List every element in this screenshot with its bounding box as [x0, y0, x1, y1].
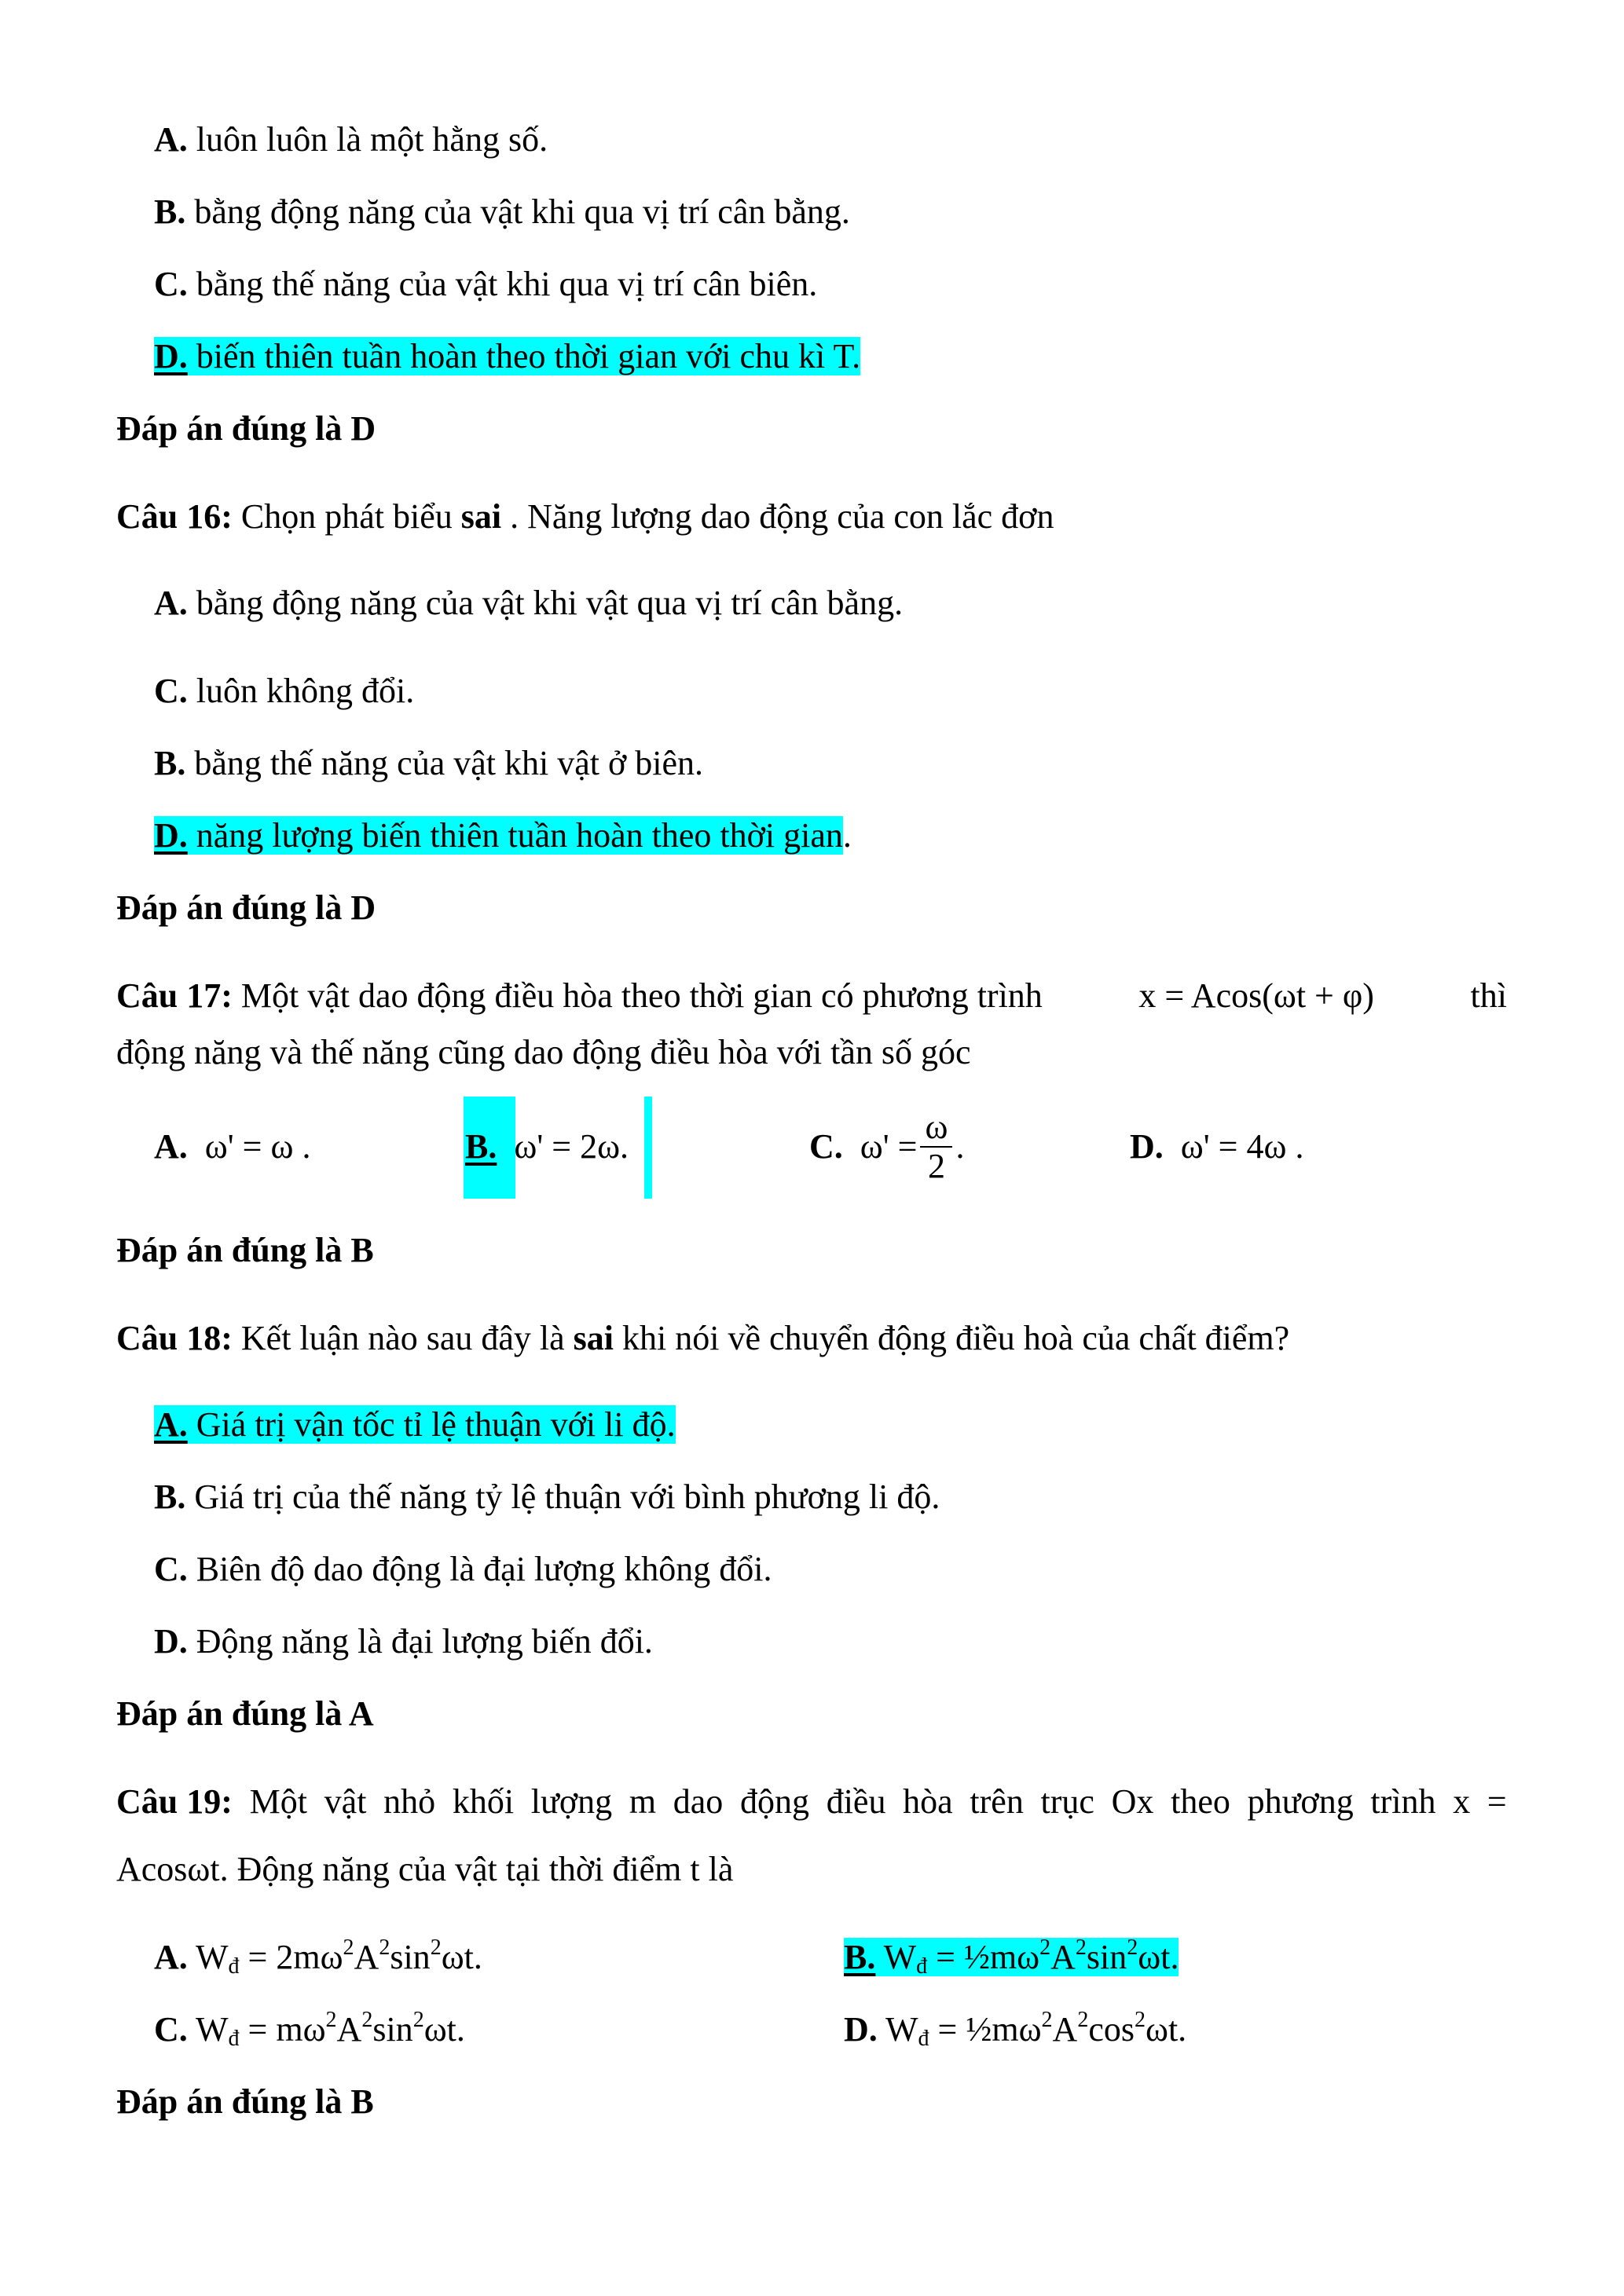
option-label: B. [154, 744, 186, 782]
q17-option-a [154, 1125, 310, 1169]
q16-option-a [154, 581, 903, 625]
stem-text: . Năng lượng dao động của con lắc đơn [510, 497, 1054, 536]
w-symbol: W [885, 2010, 918, 2049]
option-text: bằng động năng của vật khi vật qua vị trí cân bằng. [196, 584, 904, 622]
option-text: bằng động năng của vật khi qua vị trí cân bằng. [194, 192, 850, 231]
q19-option-d [844, 2008, 1186, 2052]
q17-option-d [1130, 1125, 1303, 1169]
stem-word: nhỏ [383, 1782, 436, 1821]
trig-fn: sin [390, 1938, 431, 1976]
subscript: đ [916, 1954, 928, 1979]
coef: 2mω [276, 1938, 343, 1976]
exponent: 2 [430, 1935, 442, 1960]
q16-stem [116, 495, 1054, 539]
option-label: C. [154, 265, 188, 303]
q16-option-c [154, 669, 414, 713]
trig-fn: cos [1088, 2010, 1135, 2049]
q19-option-a [154, 1935, 482, 1979]
stem-word: hòa [903, 1782, 953, 1821]
stem-emphasis: sai [573, 1319, 614, 1357]
stem-text: Chọn phát biểu [240, 497, 453, 536]
amp: A [1052, 2010, 1078, 2049]
denominator: 2 [927, 1146, 945, 1185]
arg: ωt. [1138, 1938, 1179, 1976]
option-text: Giá trị của thế năng tỷ lệ thuận với bình phương li độ. [194, 1478, 940, 1516]
amp: A [354, 1938, 379, 1976]
q16-answer: Đáp án đúng là D [116, 888, 376, 927]
w-symbol: W [196, 1938, 229, 1976]
stem-word: theo [1171, 1782, 1230, 1821]
equals: = [937, 2010, 958, 2049]
exponent: 2 [1127, 1935, 1138, 1960]
stem-text: khi nói về chuyển động điều hoà của chất điểm? [622, 1319, 1290, 1357]
subscript: đ [228, 2027, 240, 2051]
stem-word: Ox [1111, 1782, 1154, 1821]
stem-word: lượng [530, 1782, 613, 1821]
coef: ½mω [963, 1938, 1040, 1976]
coef: mω [276, 2010, 326, 2049]
q16-option-d [154, 814, 852, 858]
exponent: 2 [1077, 2008, 1089, 2032]
option-math: ω' = 2ω. [514, 1127, 629, 1166]
question-number: Câu 18: [116, 1319, 233, 1357]
answer-highlight [644, 1097, 652, 1199]
fraction [920, 1108, 952, 1185]
q19-option-b [844, 1935, 1179, 1979]
option-text: năng lượng biến thiên tuần hoàn theo thời gian [196, 816, 843, 855]
q19-stem-line1 [116, 1780, 1507, 1824]
stem-word: m [629, 1782, 657, 1821]
exponent: 2 [1075, 1935, 1087, 1960]
option-text: bằng thế năng của vật khi qua vị trí cân biên. [196, 265, 818, 303]
stem-word: x [1453, 1782, 1471, 1821]
question-number: Câu 19: [116, 1782, 233, 1821]
q17-answer: Đáp án đúng là B [116, 1231, 374, 1269]
exponent: 2 [1039, 1935, 1051, 1960]
option-label: A. [154, 120, 188, 159]
exponent: 2 [412, 2008, 424, 2032]
option-tail: . [842, 816, 852, 855]
equals: = [247, 2010, 268, 2049]
trig-fn: sin [372, 2010, 413, 2049]
q17-stem-line2: động năng và thế năng cũng dao động điều hòa với tần số góc [116, 1033, 971, 1071]
q19-stem-line2: Acosωt. Động năng của vật tại thời điểm t là [116, 1850, 734, 1888]
equals: = [247, 1938, 268, 1976]
option-label: D. [154, 816, 188, 855]
trig-fn: sin [1086, 1938, 1127, 1976]
option-text: Động năng là đại lượng biến đổi. [196, 1622, 653, 1661]
arg: ωt. [441, 1938, 482, 1976]
option-label: A. [154, 1127, 188, 1166]
option-math: ω' = [860, 1127, 918, 1166]
subscript: đ [228, 1954, 240, 1979]
option-label: C. [154, 1550, 188, 1588]
stem-word: trên [970, 1782, 1024, 1821]
option-label: A. [154, 584, 188, 622]
option-label: D. [154, 1622, 188, 1661]
numerator: ω [920, 1108, 952, 1148]
stem-word: trình [1370, 1782, 1436, 1821]
option-text: Giá trị vận tốc tỉ lệ thuận với li độ. [196, 1405, 676, 1444]
option-text: luôn không đổi. [196, 672, 415, 710]
q18-option-b [154, 1475, 940, 1519]
option-math: ω' = 4ω . [1180, 1127, 1304, 1166]
q18-option-a [154, 1403, 676, 1447]
stem-text: Kết luận nào sau đây là [240, 1319, 565, 1357]
option-label: B. [154, 192, 186, 231]
stem-text: thì [1470, 976, 1507, 1015]
stem-word: khối [452, 1782, 515, 1821]
option-text: luôn luôn là một hằng số. [196, 120, 548, 159]
option-label: A. [154, 1405, 188, 1444]
w-symbol: W [196, 2010, 229, 2049]
exponent: 2 [343, 1935, 354, 1960]
stem-word: phương [1247, 1782, 1354, 1821]
exponent: 2 [1134, 2008, 1146, 2032]
q15-option-a [154, 118, 548, 162]
stem-word: Một [249, 1782, 307, 1821]
q19-answer: Đáp án đúng là B [116, 2082, 374, 2121]
q18-option-c [154, 1547, 772, 1591]
stem-emphasis: sai [460, 497, 502, 536]
question-number: Câu 16: [116, 497, 233, 536]
option-text: bằng thế năng của vật khi vật ở biên. [194, 744, 703, 782]
stem-word: vật [324, 1782, 367, 1821]
q18-option-d [154, 1620, 653, 1664]
arg: ωt. [1145, 2010, 1187, 2049]
option-label: B. [844, 1938, 876, 1976]
q15-answer: Đáp án đúng là D [116, 409, 376, 448]
stem-word: động [740, 1782, 809, 1821]
stem-text: Một vật dao động điều hòa theo thời gian có phương trình [240, 976, 1043, 1015]
stem-word: dao [673, 1782, 724, 1821]
option-label: A. [154, 1938, 188, 1976]
option-tail: . [955, 1127, 965, 1166]
option-label: D. [1130, 1127, 1164, 1166]
subscript: đ [918, 2027, 929, 2051]
stem-word: trục [1040, 1782, 1094, 1821]
option-label: B. [465, 1127, 497, 1166]
amp: A [1050, 1938, 1076, 1976]
option-label: C. [809, 1127, 843, 1166]
q17-stem-line1 [116, 974, 1507, 1018]
arg: ωt. [423, 2010, 465, 2049]
q15-option-c [154, 262, 817, 306]
option-label: D. [844, 2010, 878, 2049]
option-math: ω' = ω . [204, 1127, 311, 1166]
exponent: 2 [1041, 2008, 1053, 2032]
exponent: 2 [325, 2008, 337, 2032]
option-label: D. [154, 337, 188, 375]
option-text: biến thiên tuần hoàn theo thời gian với chu kì T. [196, 337, 861, 375]
q18-stem [116, 1316, 1289, 1360]
q17-option-c [809, 1108, 964, 1188]
stem-word: điều [826, 1782, 886, 1821]
q18-answer: Đáp án đúng là A [116, 1694, 374, 1733]
option-text: Biên độ dao động là đại lượng không đổi. [196, 1550, 772, 1588]
stem-word: = [1487, 1782, 1507, 1821]
w-symbol: W [883, 1938, 917, 1976]
equation: x = Acos(ωt + φ) [1138, 976, 1374, 1015]
q17-option-b [465, 1125, 629, 1169]
option-label: C. [154, 672, 188, 710]
amp: A [336, 2010, 362, 2049]
option-label: C. [154, 2010, 188, 2049]
equals: = [936, 1938, 955, 1976]
q19-option-c [154, 2008, 465, 2052]
q15-option-b [154, 190, 850, 234]
option-label: B. [154, 1478, 186, 1516]
question-number: Câu 17: [116, 976, 233, 1015]
q15-option-d [154, 335, 860, 379]
coef: ½mω [966, 2010, 1042, 2049]
exponent: 2 [361, 2008, 373, 2032]
exponent: 2 [379, 1935, 390, 1960]
q16-option-b [154, 742, 703, 785]
